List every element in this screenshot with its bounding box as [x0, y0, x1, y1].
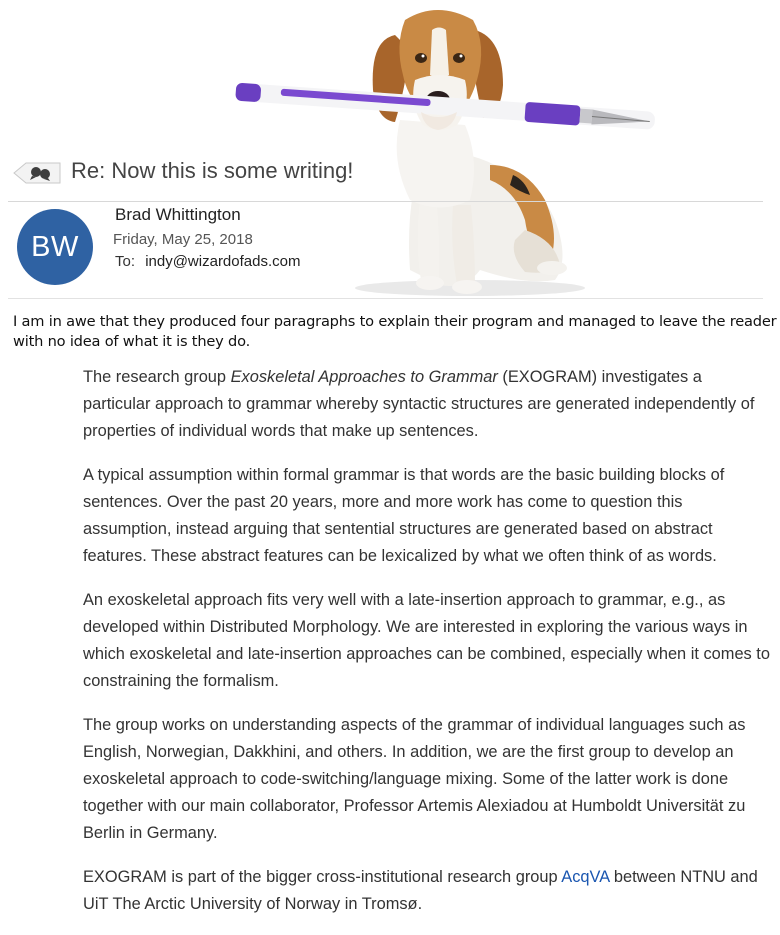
quote-text: between NTNU and UiT The Arctic University of Norway in Tromsø. [83, 868, 758, 913]
quote-emphasis: Exoskeletal Approaches to Grammar [230, 368, 498, 386]
body-divider [8, 298, 763, 299]
quote-paragraph [83, 864, 773, 918]
quote-paragraph [83, 364, 773, 445]
to-label: To: [115, 253, 136, 270]
quote-paragraph: The group works on understanding aspects of the grammar of individual languages such as English, Norwegian, Dakkhini, and others. In addition, we are the first group to develop an exoskeletal approach to code-switching/language mixing. Some of the latter work is done together with our main collaborator, Professor Artemis Alexiadou at Humboldt Universität zu Berlin in Germany. [83, 716, 746, 842]
conversation-icon[interactable] [12, 161, 62, 185]
email-subject: Re: Now this is some writing! [71, 158, 354, 183]
sender-avatar [17, 209, 93, 285]
quote-paragraph: A typical assumption within formal grammar is that words are the basic building blocks of sentences. Over the past 20 years, more and more work has come to question this assumption, instead arguing that sentential structures are generated based on abstract features. These abstract features can be lexicalized by what we often think of as words. [83, 466, 725, 565]
thread-header [8, 150, 763, 198]
quote-text: The research group [83, 368, 231, 386]
recipient-line [115, 253, 300, 270]
acqva-link[interactable]: AcqVA [561, 868, 610, 886]
header-divider [8, 201, 763, 202]
quote-paragraph: An exoskeletal approach fits very well with a late-insertion approach to grammar, e.g., as developed within Distributed Morphology. We are interested in exploring the various ways in which exoskeletal and late-insertion approaches can be combined, especially when it comes to constraining the formalism. [83, 591, 770, 690]
quote-text: (EXOGRAM) investigates a particular approach to grammar whereby syntactic structures are generated independently of properties of individual words that make up sentences. [83, 368, 755, 440]
recipient-address[interactable]: indy@wizardofads.com [145, 253, 301, 270]
quoted-text [83, 364, 773, 935]
email-comment: I am in awe that they produced four paragraphs to explain their program and managed to leave the reader with no idea of what it is they do. [13, 313, 777, 350]
avatar-initials: BW [31, 230, 79, 263]
sender-name[interactable]: Brad Whittington [115, 205, 241, 224]
email-date: Friday, May 25, 2018 [113, 231, 253, 248]
quote-text: EXOGRAM is part of the bigger cross-institutional research group [83, 868, 562, 886]
